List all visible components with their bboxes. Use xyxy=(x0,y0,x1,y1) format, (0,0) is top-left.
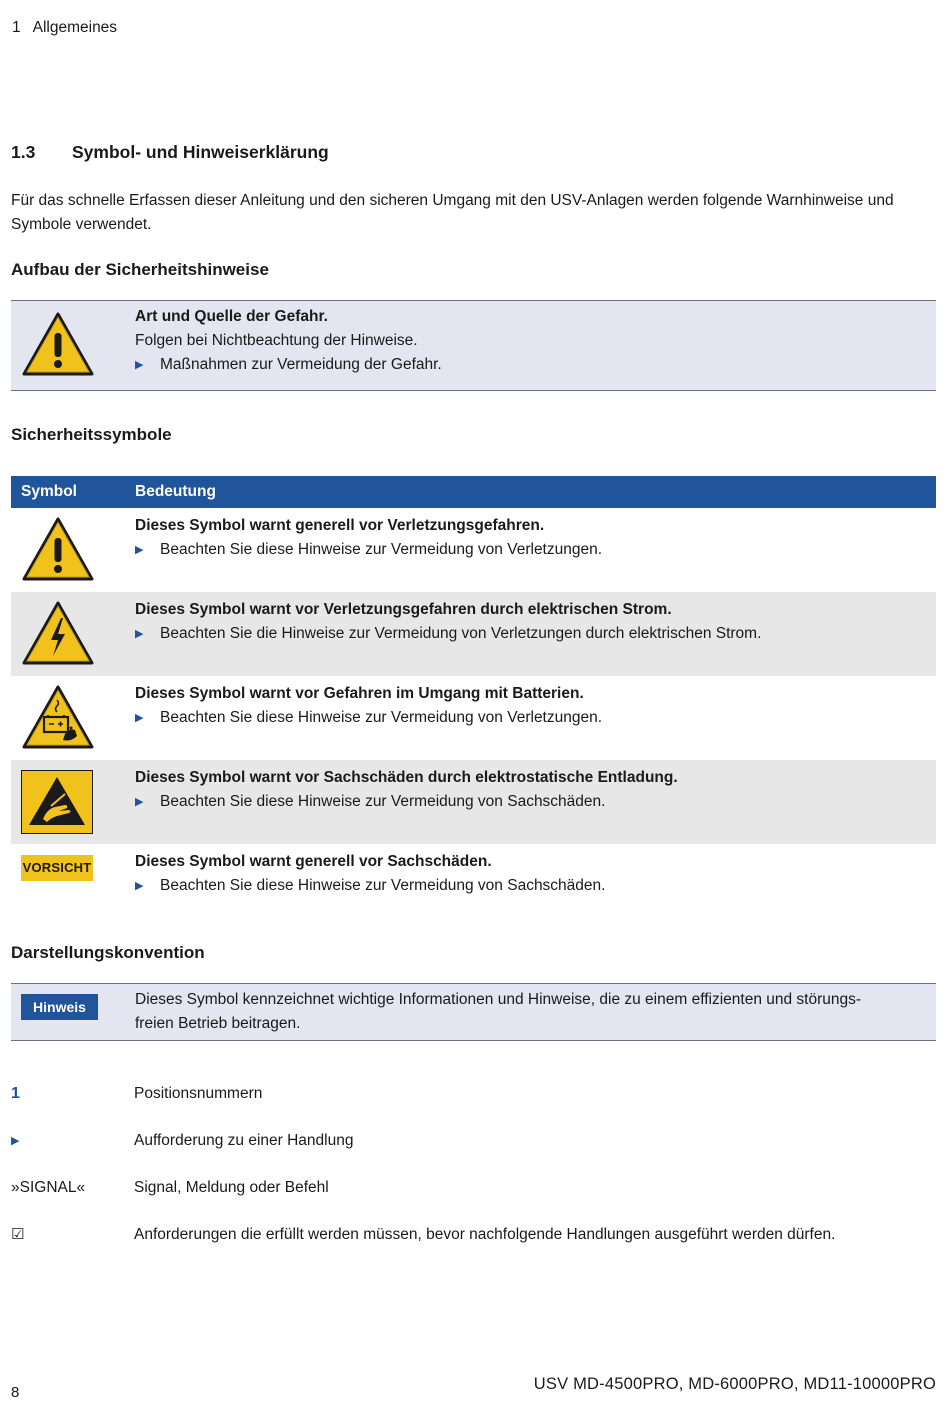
hinweis-badge: Hinweis xyxy=(21,994,98,1020)
symbol-meaning-title: Dieses Symbol warnt vor Verletzungsgefahren durch elektrischen Strom. xyxy=(135,601,672,618)
safety-notice-structure-box xyxy=(11,300,936,391)
hazard-consequence: Folgen bei Nichtbeachtung der Hinweise. xyxy=(135,332,418,349)
hinweis-text-line-2: freien Betrieb beitragen. xyxy=(135,1015,301,1032)
symbol-meaning-action: Beachten Sie diese Hinweise zur Vermeidung von Verletzungen. xyxy=(160,541,603,558)
hinweis-text-line-1: Dieses Symbol kennzeichnet wichtige Informationen und Hinweise, die zu einem effizienten und störungs- xyxy=(135,991,862,1008)
symbol-meaning-action: Beachten Sie die Hinweise zur Vermeidung von Verletzungen durch elektrischen Strom. xyxy=(160,625,762,642)
signal-symbol: »SIGNAL« xyxy=(11,1179,86,1196)
position-number-symbol: 1 xyxy=(11,1085,20,1102)
symbol-meaning-action: Beachten Sie diese Hinweise zur Vermeidung von Verletzungen. xyxy=(160,709,603,726)
safety-symbols-heading: Sicherheitssymbole xyxy=(11,425,172,444)
vorsicht-badge: VORSICHT xyxy=(21,855,93,881)
symbol-meaning-action: Beachten Sie diese Hinweise zur Vermeidung von Sachschäden. xyxy=(160,877,606,894)
symbol-meaning-title: Dieses Symbol warnt vor Gefahren im Umgang mit Batterien. xyxy=(135,685,584,702)
section-title: Symbol- und Hinweiserklärung xyxy=(72,142,329,162)
symbol-row-general-injury xyxy=(11,508,936,592)
convention-text: Signal, Meldung oder Befehl xyxy=(134,1179,329,1196)
col-meaning-header: Bedeutung xyxy=(135,483,216,500)
symbol-meaning-title: Dieses Symbol warnt generell vor Sachschäden. xyxy=(135,853,492,870)
section-number: 1.3 xyxy=(11,142,36,162)
symbol-table-header xyxy=(11,476,936,508)
symbol-row-electric xyxy=(11,592,936,676)
action-arrow-icon: ▶ xyxy=(135,712,144,724)
symbol-meaning-title: Dieses Symbol warnt vor Sachschäden durch elektrostatische Entladung. xyxy=(135,769,678,786)
symbol-row-esd xyxy=(11,760,936,844)
hazard-title: Art und Quelle der Gefahr. xyxy=(135,308,328,325)
action-arrow-icon: ▶ xyxy=(135,796,144,808)
chapter-title: Allgemeines xyxy=(32,19,118,36)
intro-paragraph: Für das schnelle Erfassen dieser Anleitung und den sicheren Umgang mit den USV-Anlagen werden folgende Warnhinweise und Symbole verwendet. xyxy=(11,192,894,233)
symbol-row-caution xyxy=(11,844,936,928)
page-number: 8 xyxy=(11,1384,20,1401)
product-title: USV MD-4500PRO, MD-6000PRO, MD11-10000PRO xyxy=(533,1375,936,1393)
structure-heading: Aufbau der Sicherheitshinweise xyxy=(11,260,269,279)
symbol-meaning-title: Dieses Symbol warnt generell vor Verletzungsgefahren. xyxy=(135,517,545,534)
convention-text: Aufforderung zu einer Handlung xyxy=(134,1132,354,1149)
action-arrow-icon: ▶ xyxy=(135,359,144,371)
conventions-heading: Darstellungskonvention xyxy=(11,943,205,962)
hazard-action: Maßnahmen zur Vermeidung der Gefahr. xyxy=(160,356,442,373)
symbol-meaning-action: Beachten Sie diese Hinweise zur Vermeidung von Sachschäden. xyxy=(160,793,606,810)
col-symbol-header: Symbol xyxy=(21,483,77,500)
action-arrow-icon: ▶ xyxy=(135,544,144,556)
symbol-row-battery xyxy=(11,676,936,760)
convention-text: Anforderungen die erfüllt werden müssen, bevor nachfolgende Handlungen ausgeführt werden dürfen. xyxy=(134,1226,836,1243)
hinweis-box xyxy=(11,983,936,1041)
convention-text: Positionsnummern xyxy=(134,1085,263,1102)
action-arrow-icon: ▶ xyxy=(135,628,144,640)
chapter-number: 1 xyxy=(12,19,21,36)
warning-triangle-icon xyxy=(21,516,95,587)
checkbox-checked-icon: ☑ xyxy=(11,1226,25,1243)
electric-shock-icon xyxy=(21,600,95,671)
warning-triangle-icon xyxy=(21,311,95,382)
esd-icon xyxy=(21,770,93,839)
battery-hazard-icon xyxy=(21,684,95,755)
action-arrow-icon: ▶ xyxy=(135,880,144,892)
action-arrow-icon: ▶ xyxy=(11,1135,20,1147)
running-header xyxy=(12,19,117,37)
